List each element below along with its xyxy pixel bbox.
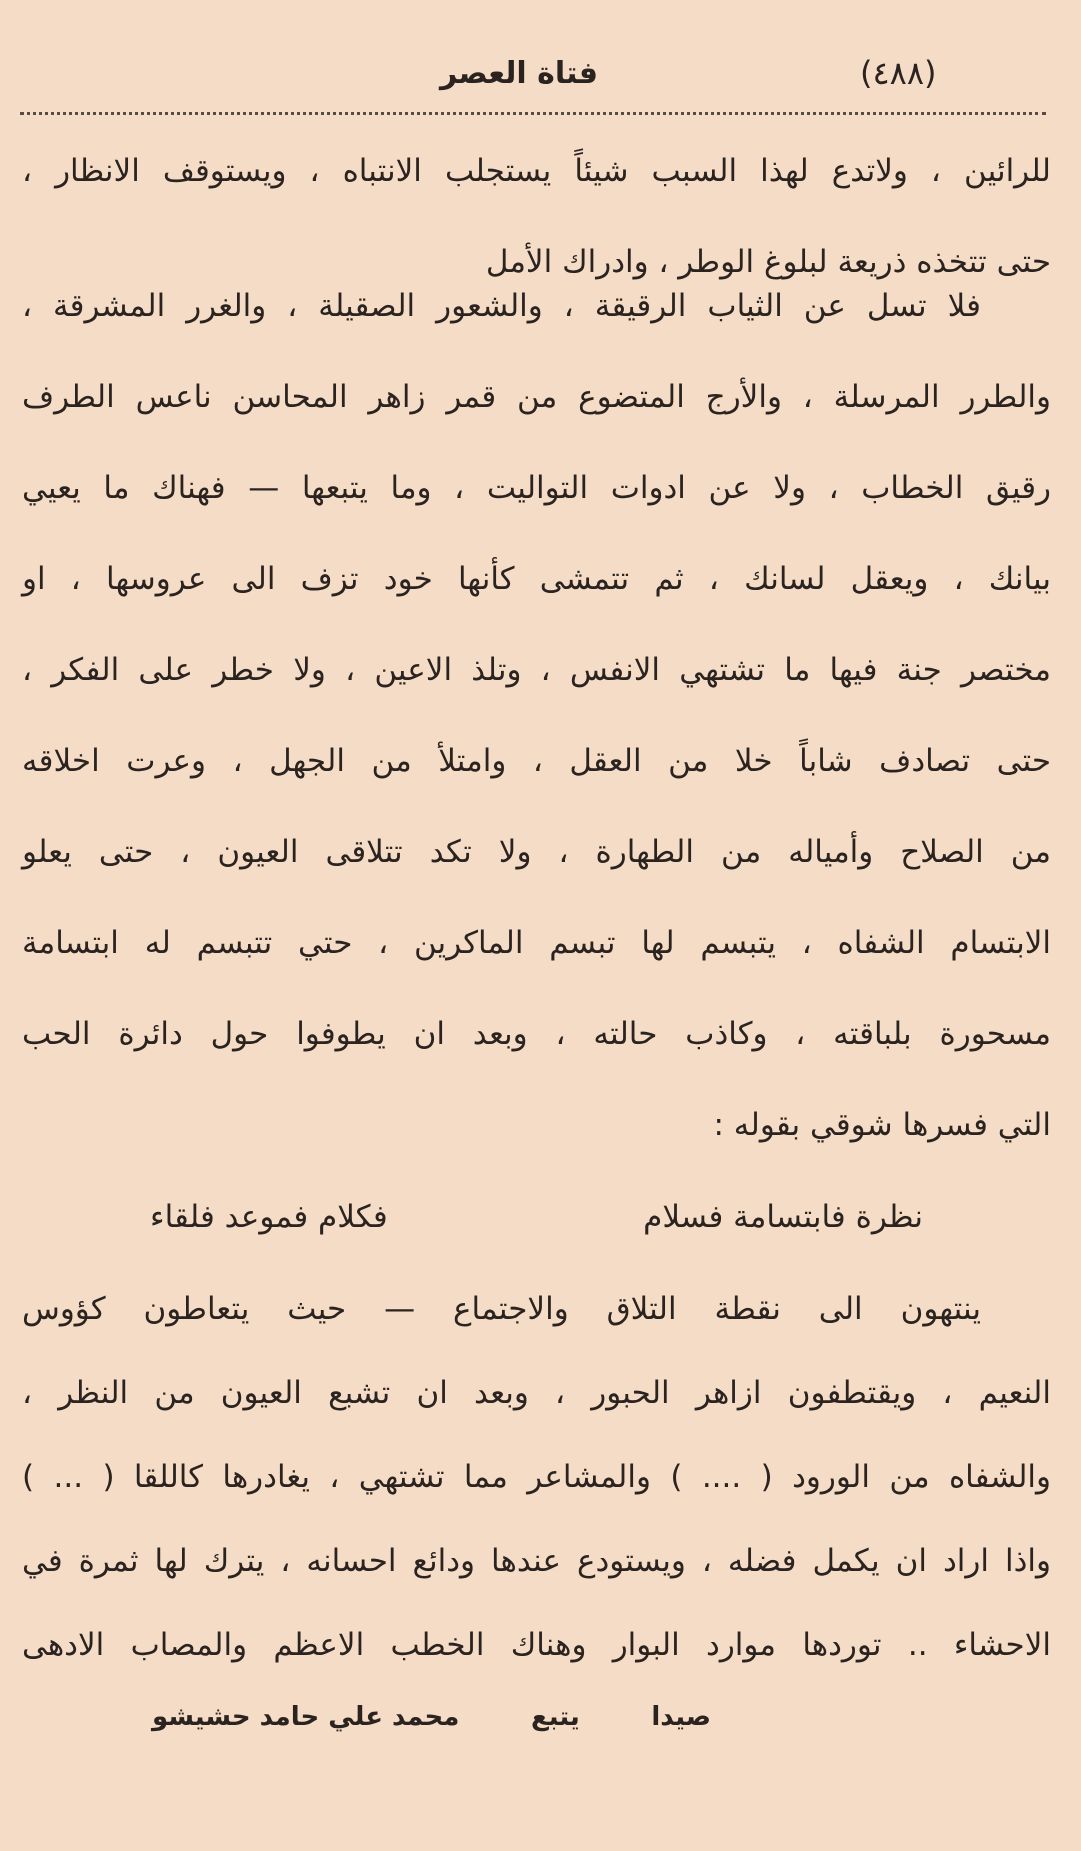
page-body bbox=[22, 126, 1051, 1747]
author-name: محمد علي حامد حشيشو bbox=[152, 1702, 460, 1732]
text-line: مختصر جنة فيها ما تشتهي الانفس ، وتلذ الاعين ، ولا خطر على الفكر ، bbox=[22, 652, 1051, 688]
text-line: الابتسام الشفاه ، يتبسم لها تبسم الماكرين ، حتي تتبسم له ابتسامة bbox=[22, 925, 1051, 961]
text-line: النعيم ، ويقتطفون ازاهر الحبور ، وبعد ان تشبع العيون من النظر ، bbox=[22, 1375, 1051, 1411]
header-divider bbox=[20, 112, 1046, 115]
verse-first-hemistich: نظرة فابتسامة فسلام bbox=[643, 1199, 923, 1235]
signature-line bbox=[22, 1687, 1051, 1747]
text-line: حتى تصادف شاباً خلا من العقل ، وامتلأ من الجهل ، وعرت اخلاقه bbox=[22, 743, 1051, 779]
continued-note: يتبع bbox=[530, 1702, 580, 1732]
poetry-verse bbox=[150, 1177, 923, 1257]
running-title: فتاة العصر bbox=[440, 56, 599, 91]
text-line: الاحشاء .. توردها موارد البوار وهناك الخطب الاعظم والمصاب الادهى bbox=[22, 1627, 1051, 1663]
verse-second-hemistich: فكلام فموعد فلقاء bbox=[150, 1199, 388, 1235]
text-line: من الصلاح وأمياله من الطهارة ، ولا تكد تتلاقى العيون ، حتى يعلو bbox=[22, 834, 1051, 870]
paragraph-3 bbox=[22, 1267, 1051, 1687]
text-line: رقيق الخطاب ، ولا عن ادوات التواليت ، وما يتبعها — فهناك ما يعيي bbox=[22, 470, 1051, 506]
text-line: واذا اراد ان يكمل فضله ، ويستودع عندها ودائع احسانه ، يترك لها ثمرة في bbox=[22, 1543, 1051, 1579]
location: صيدا bbox=[651, 1702, 711, 1732]
text-line: مسحورة بلباقته ، وكاذب حالته ، وبعد ان يطوفوا حول دائرة الحب bbox=[22, 1016, 1051, 1052]
text-line: التي فسرها شوقي بقوله : bbox=[713, 1107, 1051, 1143]
paragraph-2 bbox=[22, 261, 1051, 1171]
text-line: حتى تتخذه ذريعة لبلوغ الوطر ، وادراك الأمل bbox=[485, 244, 1051, 280]
text-line: للرائين ، ولاتدع لهذا السبب شيئاً يستجلب الانتباه ، ويستوقف الانظار ، bbox=[22, 153, 1051, 189]
text-line: والطرر المرسلة ، والأرج المتضوع من قمر زاهر المحاسن ناعس الطرف bbox=[22, 379, 1051, 415]
text-line: فلا تسل عن الثياب الرقيقة ، والشعور الصقيلة ، والغرر المشرقة ، bbox=[22, 288, 981, 324]
text-line: بيانك ، ويعقل لسانك ، ثم تتمشى كأنها خود تزف الى عروسها ، او bbox=[22, 561, 1051, 597]
text-line: ينتهون الى نقطة التلاق والاجتماع — حيث يتعاطون كؤوس bbox=[22, 1291, 981, 1327]
page-number: (٤٨٨) bbox=[860, 54, 937, 92]
text-line: والشفاه من الورود ( .... ) والمشاعر مما تشتهي ، يغادرها كاللقا ( ... ) bbox=[22, 1459, 1051, 1495]
